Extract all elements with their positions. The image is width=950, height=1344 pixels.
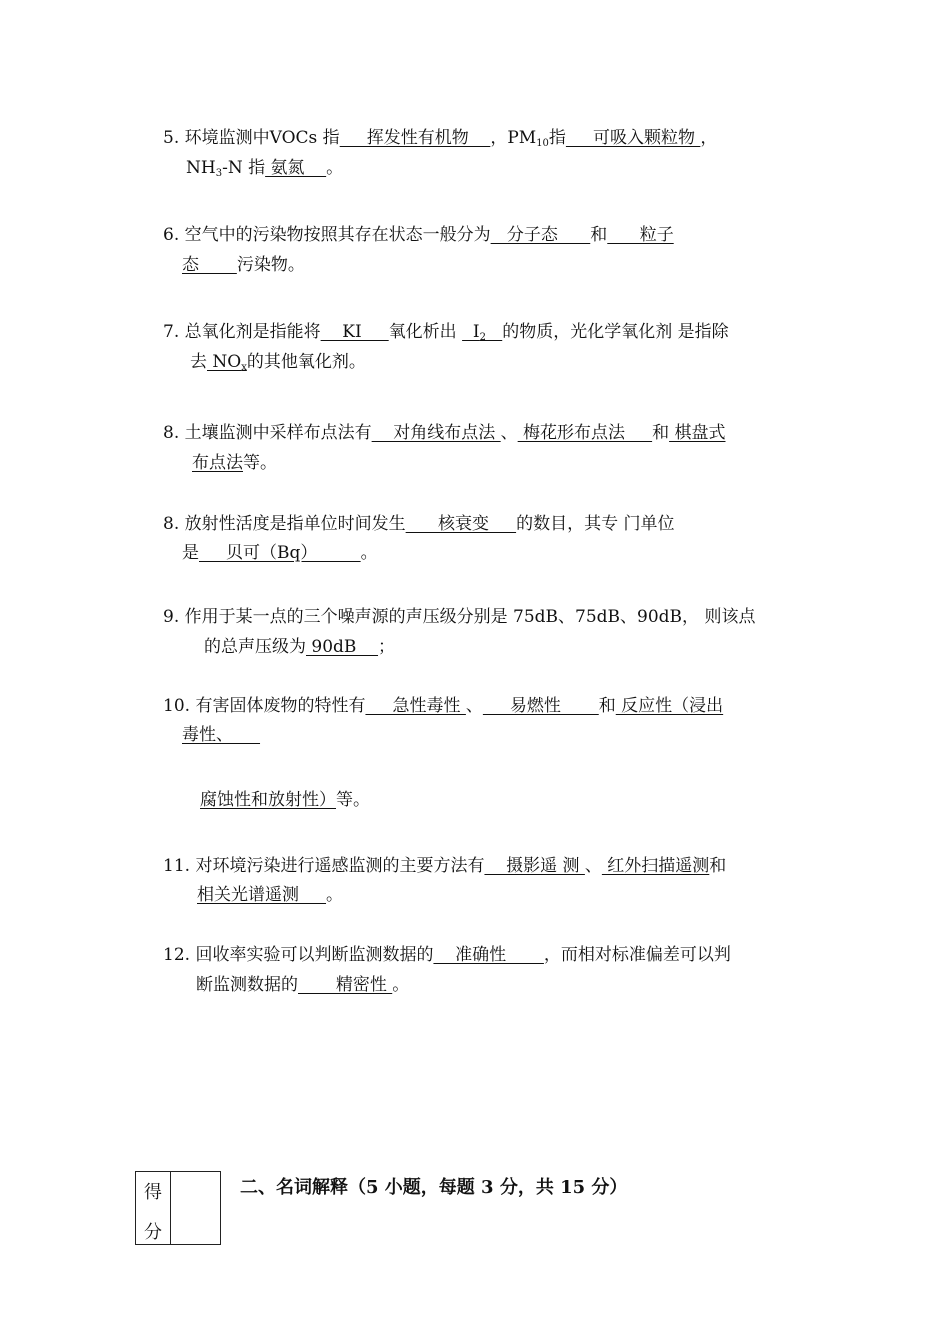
answer-blank: $I_2$ xyxy=(462,322,486,343)
q5-line1: 5. 环境监测中VOCs 指 挥发性有机物 ，$PM_{10}$指 可吸入颗粒物 ， xyxy=(163,128,718,149)
answer-blank: 粒子 xyxy=(607,225,674,245)
q9-line2: 的总声压级为 90dB ； xyxy=(204,637,396,657)
q12-line2: 断监测数据的 精密性 。 xyxy=(196,975,410,995)
answer-blank: 毒性、 xyxy=(182,725,261,745)
q8b-line1: 8. 放射性活度是指单位时间发生 核衰变 的数目，其专 门单位 xyxy=(163,514,675,534)
answer-blank: 90dB xyxy=(306,637,379,657)
answer-blank: 贝可（Bq） xyxy=(199,543,361,563)
score-label-bottom: 分 xyxy=(144,1222,162,1243)
answer-blank: 反应性（浸出 xyxy=(615,696,724,716)
q12-line1: 12. 回收率实验可以判断监测数据的 准确性 ，而相对标准偏差可以判 xyxy=(163,945,731,965)
q7-line1: 7. 总氧化剂是指能将 KI 氧化析出 $I_2$ 的物质，光化学氧化剂 是指除 xyxy=(163,322,729,343)
answer-blank: 氨氮 xyxy=(265,158,327,178)
q8b-line2: 是 贝可（Bq） 。 xyxy=(182,543,378,563)
score-label-top: 得 xyxy=(144,1182,162,1203)
q11-line2: 相关光谱遥测 。 xyxy=(197,885,344,905)
answer-blank: 梅花形布点法 xyxy=(517,423,653,443)
answer-blank: 态 xyxy=(182,255,237,275)
q8a-line2: 布点法等。 xyxy=(192,453,277,473)
answer-blank: 分子态 xyxy=(490,225,591,245)
answer-blank: 摄影遥 测 xyxy=(484,856,585,876)
answer-blank: KI xyxy=(320,322,389,342)
q8a-line1: 8. 土壤监测中采样布点法有 对角线布点法 、 梅花形布点法 和 棋盘式 xyxy=(163,423,726,443)
answer-blank: 红外扫描遥测 xyxy=(601,856,710,876)
answer-blank: 挥发性有机物 xyxy=(339,128,491,148)
answer-blank: 腐蚀性和放射性） xyxy=(200,790,336,810)
q11-line1: 11. 对环境污染进行遥感监测的主要方法有 摄影遥 测 、 红外扫描遥测和 xyxy=(163,856,727,876)
score-box-divider xyxy=(170,1172,171,1244)
answer-blank: 棋盘式 xyxy=(669,423,726,443)
answer-blank: 精密性 xyxy=(298,975,393,995)
q6-line1: 6. 空气中的污染物按照其存在状态一般分为 分子态 和 粒子 xyxy=(163,225,674,245)
answer-blank: 可吸入颗粒物 xyxy=(565,128,701,148)
q7-line2: 去 $NO_x$的其他氧化剂。 xyxy=(190,352,366,373)
q5-line2: $NH_3-N$ 指 氨氮 。 xyxy=(186,158,344,179)
answer-blank: 易燃性 xyxy=(482,696,599,716)
answer-blank: 对角线布点法 xyxy=(371,423,501,443)
answer-blank: 相关光谱遥测 xyxy=(197,885,327,905)
q10-line1: 10. 有害固体废物的特性有 急性毒性 、 易燃性 和 反应性（浸出 xyxy=(163,696,724,716)
q10-line2 xyxy=(182,723,260,747)
answer-blank: 急性毒性 xyxy=(365,696,466,716)
score-box xyxy=(135,1171,221,1245)
section-title: 二、名词解释（5 小题，每题 3 分，共 15 分） xyxy=(240,1177,628,1198)
answer-blank: 核衰变 xyxy=(405,514,517,534)
answer-blank: 准确性 xyxy=(433,945,544,965)
answer-blank: $NO_x$ xyxy=(207,352,247,373)
q6-line2: 态 污染物。 xyxy=(182,255,305,275)
answer-blank: 布点法 xyxy=(192,453,243,473)
q9-line1: 9. 作用于某一点的三个噪声源的声压级分别是 75dB、75dB、90dB， 则该点 xyxy=(163,607,756,627)
q10-line3: 腐蚀性和放射性）等。 xyxy=(200,790,370,810)
